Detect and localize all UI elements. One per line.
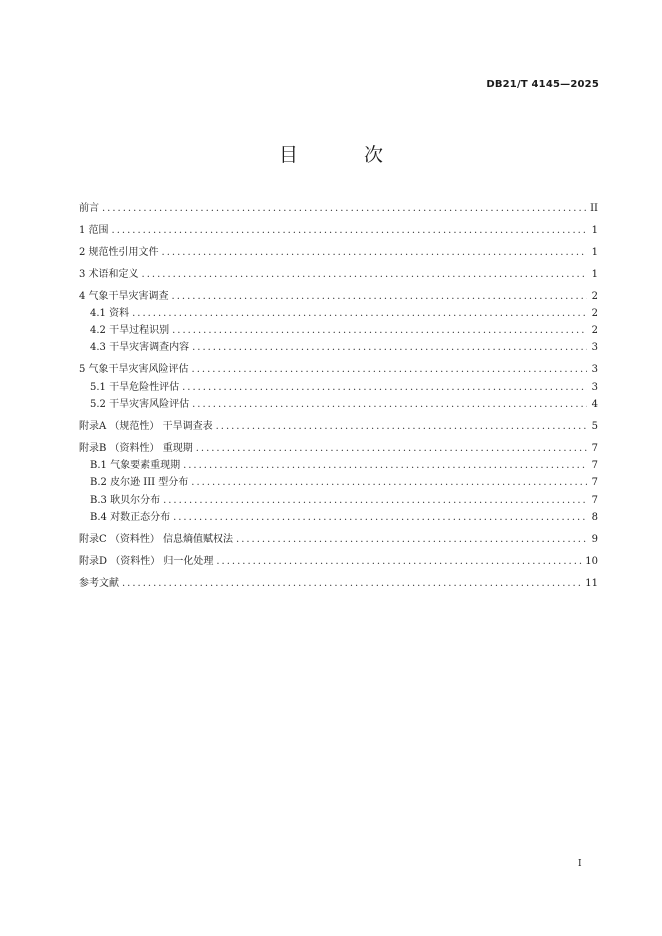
toc-entry-label: 附录D （资料性） 归一化处理: [79, 555, 214, 567]
toc-entry-page: 10: [585, 555, 598, 567]
toc-entry-page: 11: [585, 577, 598, 589]
toc-leader-dots: [132, 305, 587, 322]
toc-entry-chapter-5[interactable]: [79, 361, 598, 378]
toc-entry-appendix-b[interactable]: [79, 440, 598, 457]
toc-leader-dots: [192, 339, 587, 356]
toc-entry-label: 附录A （规范性） 干旱调查表: [79, 420, 213, 432]
toc-leader-dots: [236, 531, 587, 548]
toc-entry-normative-references[interactable]: [79, 244, 598, 261]
toc-entry-appendix-d[interactable]: [79, 553, 598, 570]
toc-entry-b-3[interactable]: [79, 492, 598, 509]
toc-leader-dots: [183, 457, 587, 474]
toc-entry-5-1[interactable]: [79, 379, 598, 396]
toc-entry-4-2[interactable]: [79, 322, 598, 339]
toc-entry-page: 7: [591, 494, 598, 506]
toc-entry-page: 2: [591, 325, 598, 337]
toc-leader-dots: [163, 492, 587, 509]
toc-leader-dots: [172, 288, 587, 305]
toc-leader-dots: [196, 440, 587, 457]
toc-entry-label: B.3 耿贝尔分布: [90, 494, 161, 506]
toc-entry-label: B.4 对数正态分布: [90, 511, 171, 523]
toc-entry-page: 1: [591, 224, 598, 236]
toc-entry-b-2[interactable]: [79, 474, 598, 491]
toc-entry-page: 8: [591, 511, 598, 523]
toc-entry-foreword[interactable]: [79, 200, 598, 217]
toc-entry-appendix-c[interactable]: [79, 531, 598, 548]
toc-entry-5-2[interactable]: [79, 396, 598, 413]
toc-entry-page: 7: [591, 460, 598, 472]
toc-entry-page: 4: [591, 398, 598, 410]
toc-leader-dots: [162, 244, 587, 261]
toc-entry-b-1[interactable]: [79, 457, 598, 474]
toc-entry-label: 5.1 干旱危险性评估: [90, 381, 180, 393]
toc-entry-label: 1 范围: [79, 224, 109, 236]
toc-entry-label: 4.1 资料: [90, 307, 130, 319]
toc-leader-dots: [173, 509, 587, 526]
toc-entry-page: 3: [591, 364, 598, 376]
toc-entry-label: 3 术语和定义: [79, 268, 139, 280]
toc-entry-label: 5.2 干旱灾害风险评估: [90, 398, 190, 410]
document-code: DB21/T 4145—2025: [486, 79, 599, 90]
table-of-contents: [79, 200, 598, 592]
toc-leader-dots: [192, 361, 587, 378]
toc-entry-b-4[interactable]: [79, 509, 598, 526]
toc-entry-page: 7: [591, 442, 598, 454]
toc-entry-label: 4.2 干旱过程识别: [90, 325, 170, 337]
toc-entry-page: 1: [591, 246, 598, 258]
page-number: I: [578, 859, 582, 869]
toc-leader-dots: [142, 266, 587, 283]
toc-entry-label: 前言: [79, 203, 99, 214]
toc-leader-dots: [216, 418, 587, 435]
toc-entry-page: 3: [591, 381, 598, 393]
toc-entry-scope[interactable]: [79, 222, 598, 239]
toc-entry-appendix-a[interactable]: [79, 418, 598, 435]
toc-leader-dots: [102, 200, 587, 217]
toc-leader-dots: [172, 322, 587, 339]
toc-entry-bibliography[interactable]: [79, 575, 598, 592]
toc-leader-dots: [191, 474, 587, 491]
toc-leader-dots: [112, 222, 587, 239]
toc-entry-chapter-4[interactable]: [79, 288, 598, 305]
toc-leader-dots: [216, 553, 582, 570]
toc-entry-label: 4.3 干旱灾害调查内容: [90, 342, 190, 354]
toc-entry-page: 2: [591, 290, 598, 302]
toc-entry-page: 1: [591, 268, 598, 280]
toc-entry-page: 2: [591, 307, 598, 319]
toc-entry-label: B.1 气象要素重现期: [90, 460, 181, 472]
toc-entry-label: 2 规范性引用文件: [79, 246, 159, 258]
toc-entry-page: 9: [591, 533, 598, 545]
toc-entry-4-1[interactable]: [79, 305, 598, 322]
toc-entry-label: 附录B （资料性） 重现期: [79, 442, 193, 454]
toc-leader-dots: [122, 575, 582, 592]
toc-entry-terms[interactable]: [79, 266, 598, 283]
toc-entry-label: 4 气象干旱灾害调查: [79, 290, 169, 302]
page-title: 目 次: [278, 144, 414, 166]
toc-entry-4-3[interactable]: [79, 339, 598, 356]
toc-leader-dots: [192, 396, 587, 413]
toc-leader-dots: [182, 379, 587, 396]
toc-entry-page: II: [590, 203, 598, 214]
toc-entry-label: 5 气象干旱灾害风险评估: [79, 364, 189, 376]
toc-entry-label: B.2 皮尔逊 III 型分布: [90, 477, 189, 489]
toc-entry-label: 参考文献: [79, 577, 119, 589]
toc-entry-page: 3: [591, 342, 598, 354]
toc-entry-page: 5: [591, 420, 598, 432]
toc-entry-page: 7: [591, 477, 598, 489]
toc-entry-label: 附录C （资料性） 信息熵值赋权法: [79, 533, 234, 545]
